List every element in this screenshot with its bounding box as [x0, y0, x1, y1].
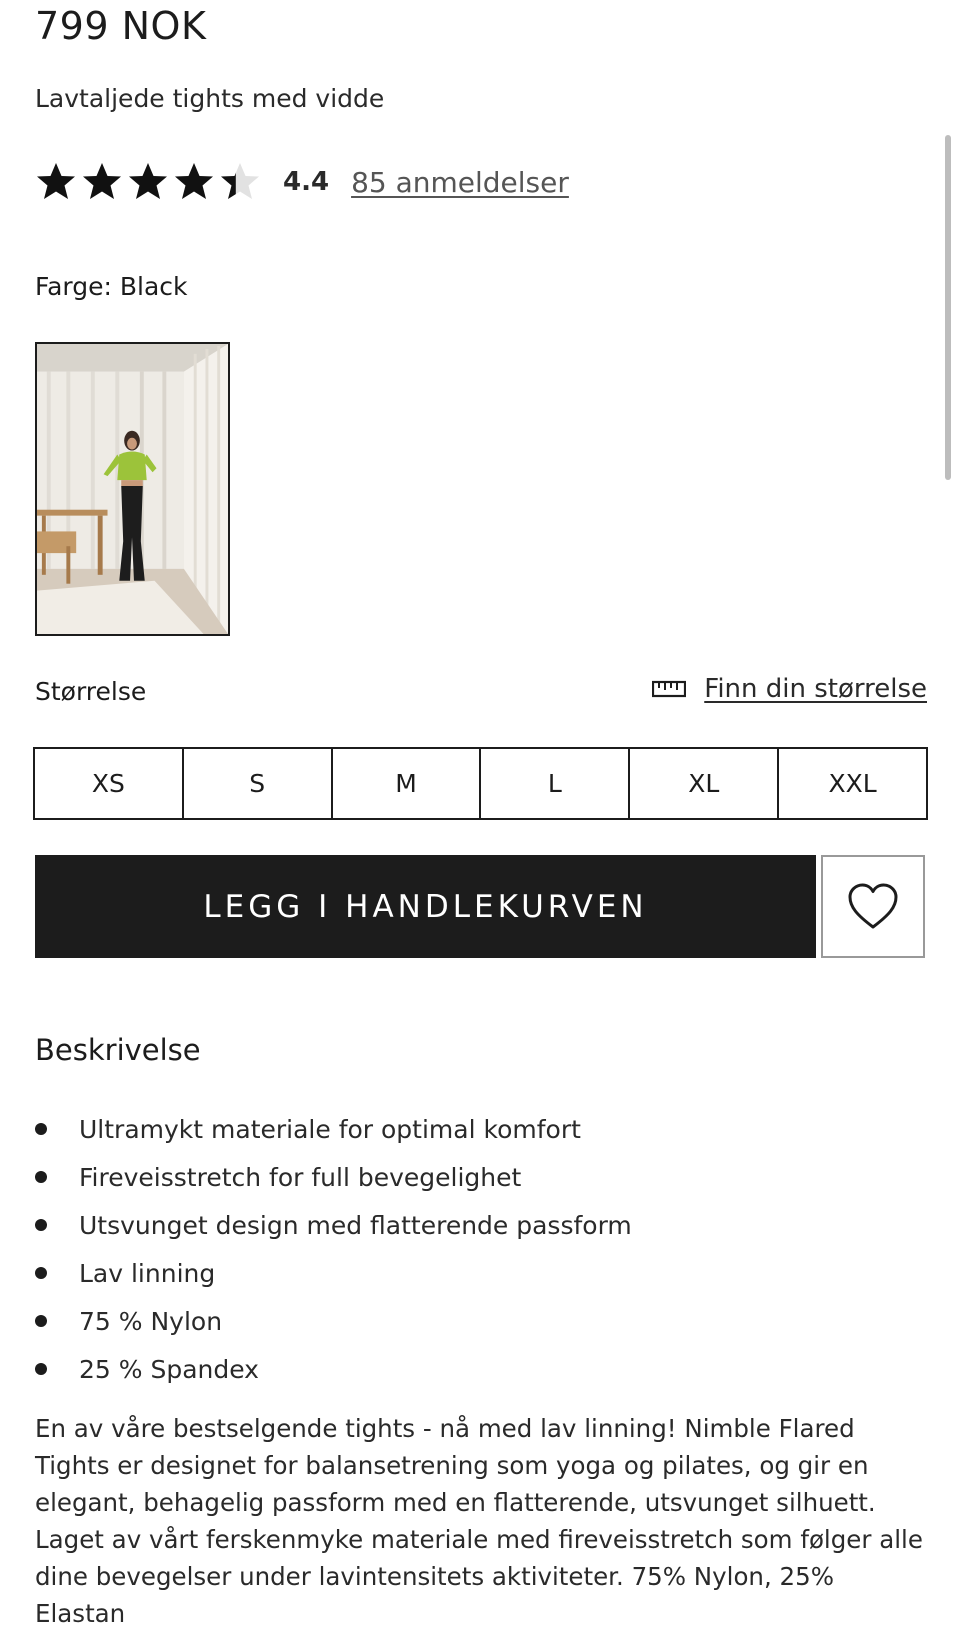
- size-guide-label: Finn din størrelse: [704, 674, 927, 704]
- size-label: Størrelse: [35, 677, 147, 706]
- list-item-text: Utsvunget design med flatterende passform: [79, 1210, 632, 1240]
- size-option-xs[interactable]: XS: [35, 749, 184, 818]
- size-option-s[interactable]: S: [184, 749, 333, 818]
- list-item-text: 25 % Spandex: [79, 1354, 259, 1384]
- star-rating: [35, 161, 261, 203]
- size-option-xl[interactable]: XL: [630, 749, 779, 818]
- ruler-icon: [652, 680, 686, 698]
- wishlist-button[interactable]: [821, 855, 925, 958]
- list-item-text: Lav linning: [79, 1258, 216, 1288]
- list-item: [35, 1105, 632, 1153]
- size-option-m[interactable]: M: [333, 749, 482, 818]
- color-label: Farge: Black: [35, 272, 188, 301]
- list-item: [35, 1345, 632, 1393]
- bullet-icon: [35, 1315, 47, 1327]
- list-item-text: Ultramykt materiale for optimal komfort: [79, 1114, 581, 1144]
- list-item-text: 75 % Nylon: [79, 1306, 223, 1336]
- size-guide-link[interactable]: [652, 674, 927, 704]
- color-swatch-black[interactable]: [35, 342, 230, 636]
- star-icon: [127, 161, 169, 203]
- list-item-text: Fireveisstretch for full bevegelighet: [79, 1162, 522, 1192]
- description-title: Beskrivelse: [35, 1033, 201, 1067]
- list-item: [35, 1153, 632, 1201]
- list-item: [35, 1297, 632, 1345]
- list-item: [35, 1201, 632, 1249]
- size-selector: [33, 747, 928, 820]
- rating-value: 4.4: [283, 167, 330, 197]
- description-text: En av våre bestselgende tights - nå med lav linning! Nimble Flared Tights er designet for balansetrening som yoga og pilates, og gir en elegant, behagelig passform med en flatterende, utsvunget silhuett. Laget av vårt ferskenmyke materiale med fireveisstretch som følger alle dine bevegelser under lavintensitets aktiviteter. 75% Nylon, 25% Elastan: [35, 1414, 923, 1628]
- reviews-link[interactable]: 85 anmeldelser: [351, 165, 569, 199]
- bullet-icon: [35, 1219, 47, 1231]
- add-to-cart-button[interactable]: LEGG I HANDLEKURVEN: [35, 855, 816, 958]
- bullet-icon: [35, 1267, 47, 1279]
- product-name: Lavtaljede tights med vidde: [35, 84, 385, 113]
- size-option-l[interactable]: L: [481, 749, 630, 818]
- bullet-icon: [35, 1123, 47, 1135]
- feature-list: [35, 1105, 632, 1393]
- bullet-icon: [35, 1363, 47, 1375]
- product-price: 799 NOK: [35, 4, 207, 48]
- rating-summary: [35, 158, 569, 206]
- size-option-xxl[interactable]: XXL: [828, 769, 877, 798]
- product-thumbnail: [37, 344, 228, 634]
- list-item: [35, 1249, 632, 1297]
- scrollbar[interactable]: [945, 135, 951, 480]
- bullet-icon: [35, 1171, 47, 1183]
- star-icon: [81, 161, 123, 203]
- star-icon: [219, 161, 261, 203]
- heart-icon: [847, 883, 899, 931]
- star-icon: [173, 161, 215, 203]
- star-icon: [35, 161, 77, 203]
